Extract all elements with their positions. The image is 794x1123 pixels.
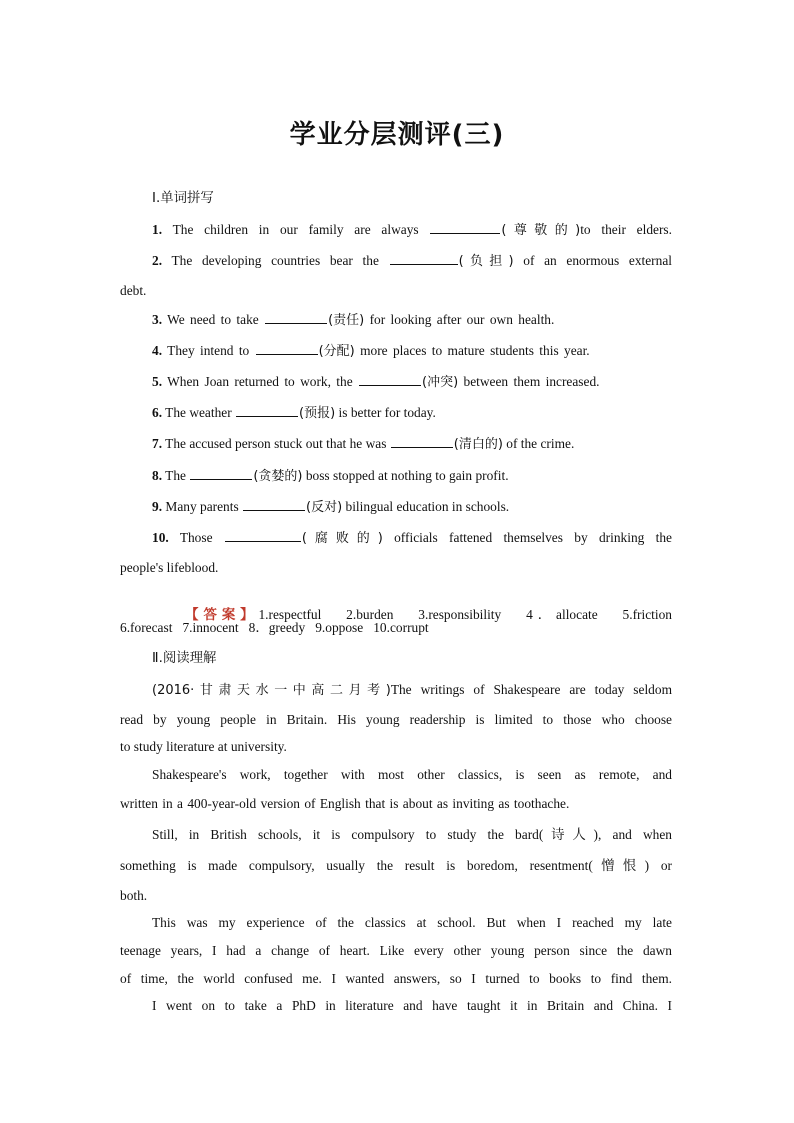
answer-blank[interactable] xyxy=(256,342,318,355)
passage-line xyxy=(152,681,672,700)
item-text: of the crime. xyxy=(502,436,575,451)
vocab-item-2-continued: debt. xyxy=(120,283,147,298)
vocab-item-10-continued: people's lifeblood. xyxy=(120,560,219,575)
item-hint: (腐败的) xyxy=(301,531,383,546)
item-text: for looking after our own health. xyxy=(364,312,555,327)
item-text: more places to mature students this year. xyxy=(354,343,590,358)
answer-blank[interactable] xyxy=(190,467,252,480)
item-number: 6. xyxy=(152,405,163,420)
item-text: We need to take xyxy=(167,312,265,327)
item-number: 7. xyxy=(152,436,163,451)
item-text: The xyxy=(165,468,190,483)
passage-line: I went on to take a PhD in literature and have taught it in Britain and China. I xyxy=(152,998,672,1013)
vocab-item-4 xyxy=(152,342,672,361)
item-text: When Joan returned to work, the xyxy=(167,374,359,389)
item-hint: (尊敬的) xyxy=(501,223,581,238)
vocab-item-9 xyxy=(152,498,672,517)
passage-line: something is made compulsory, usually the result is boredom, resentment(憎恨) or xyxy=(120,858,672,873)
item-text: They intend to xyxy=(167,343,255,358)
passage-line: written in a 400-year-old version of English that is about as inviting as toothache. xyxy=(120,796,570,811)
item-number: 9. xyxy=(152,499,163,514)
vocab-item-2 xyxy=(152,252,672,271)
passage-line: both. xyxy=(120,888,148,903)
passage-line: Shakespeare's work, together with most other classics, is seen as remote, and xyxy=(152,767,672,782)
item-hint: (反对) xyxy=(306,500,343,515)
item-hint: (预报) xyxy=(299,406,336,421)
item-text: officials fattened themselves by drinking the xyxy=(382,530,672,545)
passage-text: The writings of Shakespeare are today seldom xyxy=(390,682,672,697)
item-text: The developing countries bear the xyxy=(171,253,389,268)
answer-blank[interactable] xyxy=(430,221,500,234)
passage-line: to study literature at university. xyxy=(120,739,287,754)
item-text: The children in our family are always xyxy=(172,222,430,237)
answer-blank[interactable] xyxy=(225,529,301,542)
item-text: to their elders. xyxy=(580,222,672,237)
item-text: Those xyxy=(179,530,224,545)
item-hint: (贪婪的) xyxy=(253,469,303,484)
item-hint: (分配) xyxy=(318,344,355,359)
item-text: bilingual education in schools. xyxy=(342,499,510,514)
item-hint: (负担) xyxy=(458,254,514,269)
item-number: 3. xyxy=(152,312,163,327)
passage-line: read by young people in Britain. His young readership is limited to those who choose xyxy=(120,712,672,727)
section-heading-reading: Ⅱ.阅读理解 xyxy=(152,651,217,666)
item-text: between them increased. xyxy=(458,374,600,389)
page-title: 学业分层测评(三) xyxy=(289,120,505,150)
item-number: 10. xyxy=(152,530,169,545)
item-text: of an enormous external xyxy=(513,253,672,268)
passage-source: (2016·甘肃天水一中高二月考) xyxy=(152,683,391,698)
passage-line: teenage years, I had a change of heart. Like every other young person since the dawn xyxy=(120,943,672,958)
answer-blank[interactable] xyxy=(265,311,327,324)
vocab-item-7 xyxy=(152,435,672,454)
vocab-item-3 xyxy=(152,311,672,330)
vocab-item-1 xyxy=(152,221,672,240)
answer-key-line-2: 6.forecast 7.innocent 8．greedy 9.oppose 10.corrupt xyxy=(120,620,429,635)
answer-tag: 【答案】 xyxy=(185,608,259,623)
passage-line: This was my experience of the classics at school. But when I reached my late xyxy=(152,915,672,930)
passage-line: of time, the world confused me. I wanted answers, so I turned to books to find them. xyxy=(120,971,672,986)
item-number: 4. xyxy=(152,343,163,358)
item-text: boss stopped at nothing to gain profit. xyxy=(302,468,509,483)
vocab-item-8 xyxy=(152,467,672,486)
item-hint: (责任) xyxy=(328,313,365,328)
section-heading-vocabulary: Ⅰ.单词拼写 xyxy=(152,191,214,206)
answer-list: 1.respectful 2.burden 3.responsibility 4．allocate 5.friction xyxy=(258,607,673,622)
item-text: The weather xyxy=(165,405,236,420)
item-number: 1. xyxy=(152,222,163,237)
vocab-item-6 xyxy=(152,404,672,423)
vocab-item-5 xyxy=(152,373,672,392)
answer-blank[interactable] xyxy=(390,252,458,265)
item-text: Many parents xyxy=(165,499,243,514)
vocab-item-10 xyxy=(152,529,672,548)
item-number: 2. xyxy=(152,253,163,268)
answer-blank[interactable] xyxy=(391,435,453,448)
item-text: is better for today. xyxy=(335,405,436,420)
item-number: 8. xyxy=(152,468,163,483)
answer-blank[interactable] xyxy=(243,498,305,511)
item-number: 5. xyxy=(152,374,163,389)
item-text: The accused person stuck out that he was xyxy=(165,436,390,451)
item-hint: (冲突) xyxy=(422,375,459,390)
answer-blank[interactable] xyxy=(236,404,298,417)
answer-blank[interactable] xyxy=(359,373,421,386)
item-hint: (清白的) xyxy=(453,437,503,452)
passage-line: Still, in British schools, it is compulsory to study the bard(诗人), and when xyxy=(152,827,672,842)
